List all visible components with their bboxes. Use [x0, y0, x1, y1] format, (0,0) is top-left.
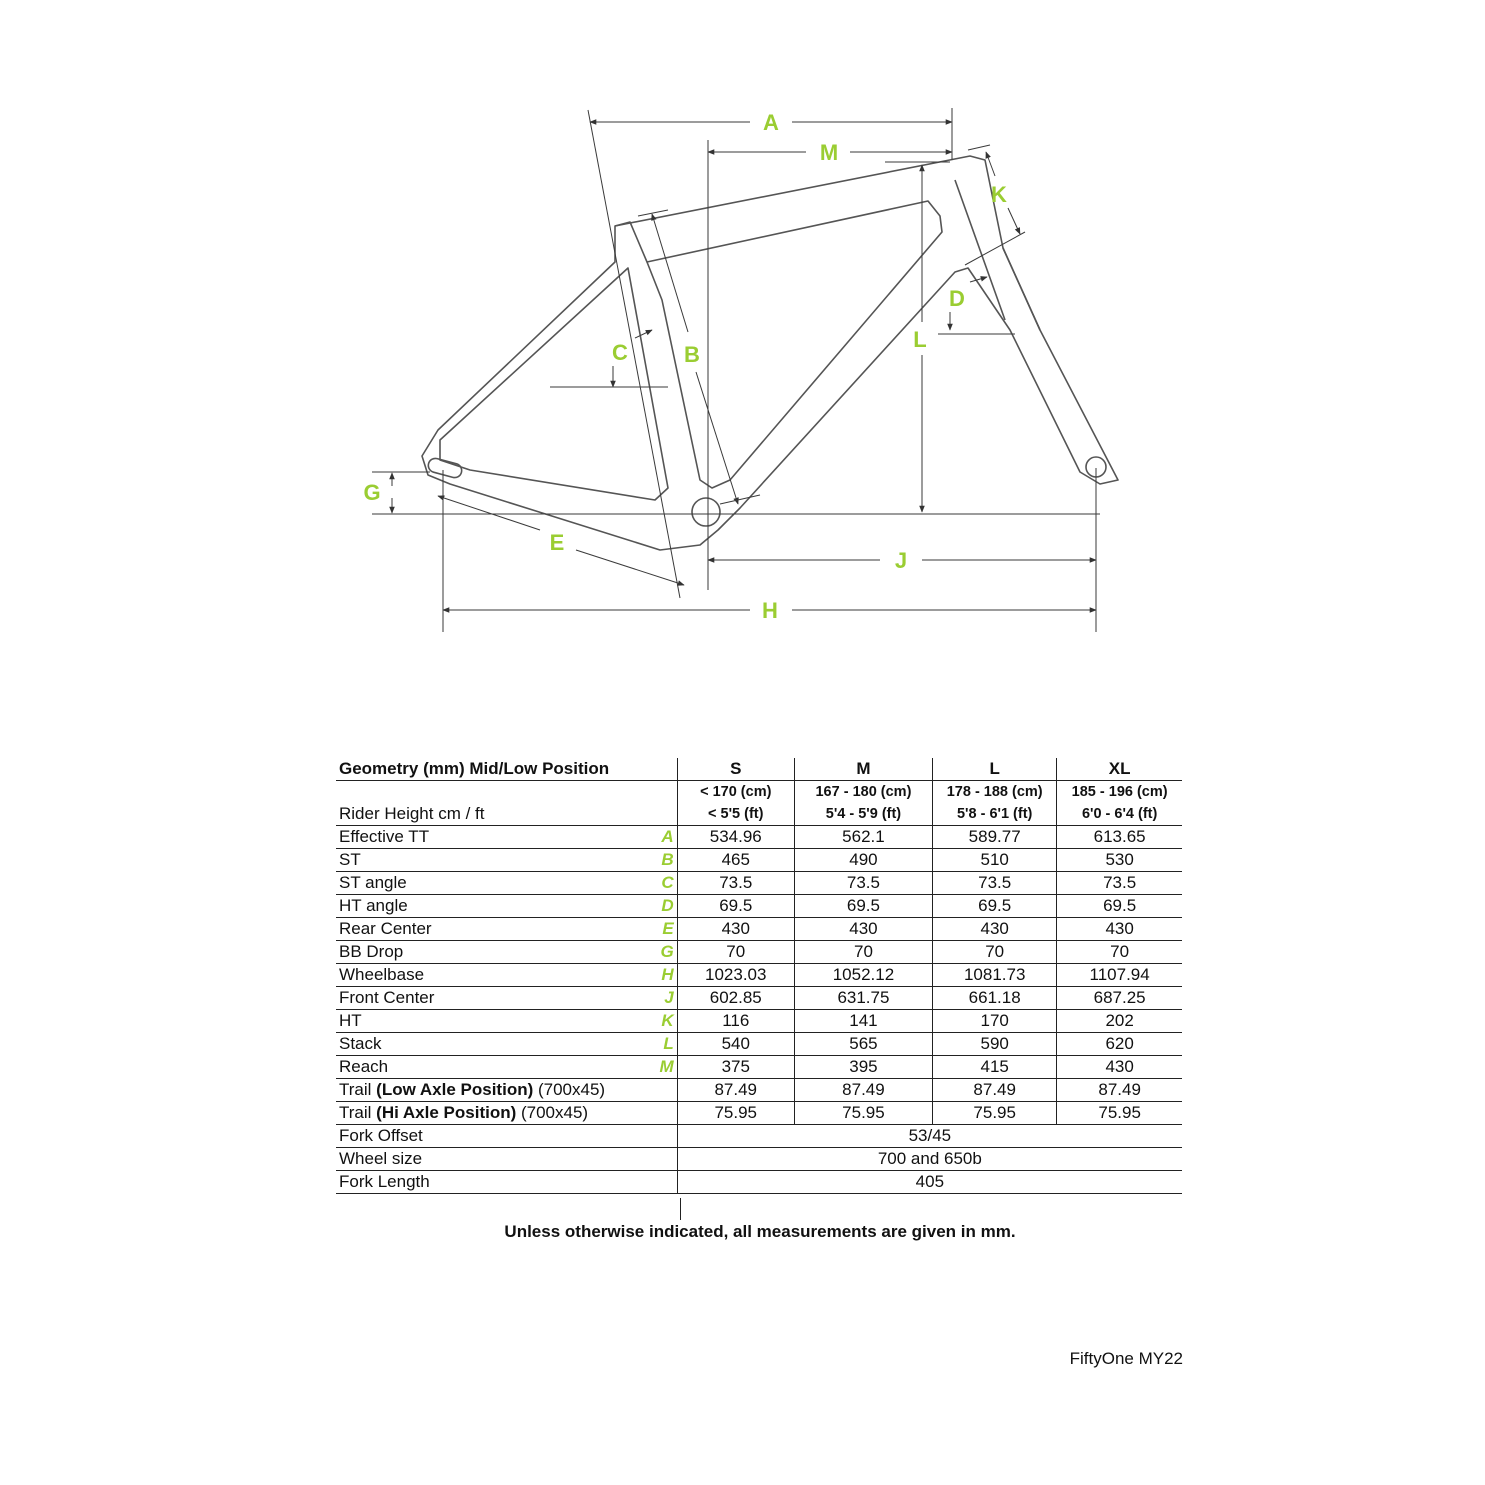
row-letter: H	[651, 964, 677, 987]
table-title: Geometry (mm) Mid/Low Position	[336, 758, 677, 781]
row-name: Stack	[336, 1033, 651, 1056]
row-value: 87.49	[933, 1079, 1057, 1102]
row-value: 395	[794, 1056, 932, 1079]
row-value: 73.5	[933, 872, 1057, 895]
row-value: 87.49	[794, 1079, 932, 1102]
row-value: 73.5	[1057, 872, 1182, 895]
dim-label-k: K	[991, 182, 1007, 207]
row-value: 510	[933, 849, 1057, 872]
dim-label-e: E	[549, 530, 565, 555]
row-value: 415	[933, 1056, 1057, 1079]
table-row	[336, 987, 1182, 1010]
row-value: 202	[1057, 1010, 1182, 1033]
row-name: ST angle	[336, 872, 651, 895]
table-row	[336, 826, 1182, 849]
table-header-row	[336, 758, 1182, 781]
row-value: 1081.73	[933, 964, 1057, 987]
row-value: 620	[1057, 1033, 1182, 1056]
shared-value: 700 and 650b	[677, 1148, 1182, 1171]
bike-frame	[422, 156, 1118, 550]
table-row	[336, 1010, 1182, 1033]
table-row	[336, 941, 1182, 964]
row-value: 1023.03	[677, 964, 794, 987]
row-value: 430	[933, 918, 1057, 941]
geometry-table	[336, 758, 1182, 1194]
row-value: 430	[1057, 918, 1182, 941]
table-row	[336, 1033, 1182, 1056]
row-value: 73.5	[677, 872, 794, 895]
row-value: 70	[794, 941, 932, 964]
row-value: 465	[677, 849, 794, 872]
rider-height-xl: 185 - 196 (cm) 6'0 - 6'4 (ft)	[1057, 781, 1182, 826]
row-letter: A	[651, 826, 677, 849]
row-value: 73.5	[794, 872, 932, 895]
row-letter: D	[651, 895, 677, 918]
trail-row-name	[336, 1102, 677, 1125]
row-value: 69.5	[1057, 895, 1182, 918]
row-value: 613.65	[1057, 826, 1182, 849]
row-name: BB Drop	[336, 941, 651, 964]
row-value: 590	[933, 1033, 1057, 1056]
row-letter: C	[651, 872, 677, 895]
size-header-m: M	[794, 758, 932, 781]
row-letter: J	[651, 987, 677, 1010]
row-value: 87.49	[1057, 1079, 1182, 1102]
row-value: 170	[933, 1010, 1057, 1033]
row-letter: K	[651, 1010, 677, 1033]
rider-height-s: < 170 (cm) < 5'5 (ft)	[677, 781, 794, 826]
row-value: 1107.94	[1057, 964, 1182, 987]
row-value: 75.95	[1057, 1102, 1182, 1125]
trail-prefix: Trail	[339, 1103, 377, 1122]
row-name: Effective TT	[336, 826, 651, 849]
row-value: 530	[1057, 849, 1182, 872]
row-value: 87.49	[677, 1079, 794, 1102]
row-value: 562.1	[794, 826, 932, 849]
table-row	[336, 964, 1182, 987]
rider-height-l: 178 - 188 (cm) 5'8 - 6'1 (ft)	[933, 781, 1057, 826]
dim-label-g: G	[363, 480, 381, 505]
row-name: Fork Offset	[336, 1125, 677, 1148]
row-name: Front Center	[336, 987, 651, 1010]
trail-prefix: Trail	[339, 1080, 377, 1099]
trail-position: (Hi Axle Position)	[376, 1103, 517, 1122]
row-value: 75.95	[677, 1102, 794, 1125]
row-value: 589.77	[933, 826, 1057, 849]
trail-row	[336, 1079, 1182, 1102]
row-value: 116	[677, 1010, 794, 1033]
frame-geometry-diagram	[0, 0, 1485, 680]
dim-label-d: D	[949, 286, 965, 311]
row-value: 430	[677, 918, 794, 941]
table-row	[336, 918, 1182, 941]
row-value: 69.5	[933, 895, 1057, 918]
row-value: 687.25	[1057, 987, 1182, 1010]
shared-row	[336, 1171, 1182, 1194]
dim-label-c: C	[612, 340, 628, 365]
row-value: 602.85	[677, 987, 794, 1010]
shared-value: 53/45	[677, 1125, 1182, 1148]
row-name: Wheel size	[336, 1148, 677, 1171]
row-name: ST	[336, 849, 651, 872]
row-name: HT angle	[336, 895, 651, 918]
row-value: 430	[1057, 1056, 1182, 1079]
table-row	[336, 849, 1182, 872]
rider-height-m: 167 - 180 (cm) 5'4 - 5'9 (ft)	[794, 781, 932, 826]
row-name: HT	[336, 1010, 651, 1033]
row-value: 540	[677, 1033, 794, 1056]
trail-position: (Low Axle Position)	[376, 1080, 534, 1099]
row-value: 490	[794, 849, 932, 872]
dim-label-h: H	[762, 598, 778, 623]
row-name: Fork Length	[336, 1171, 677, 1194]
row-value: 430	[794, 918, 932, 941]
rider-height-row	[336, 781, 1182, 826]
measurement-footnote: Unless otherwise indicated, all measurements are given in mm.	[504, 1222, 1016, 1241]
trail-suffix: (700x45)	[516, 1103, 589, 1122]
table-divider-stub	[680, 1198, 681, 1220]
size-header-s: S	[677, 758, 794, 781]
dim-label-m: M	[819, 140, 839, 165]
shared-row	[336, 1148, 1182, 1171]
row-name: Rear Center	[336, 918, 651, 941]
table-row	[336, 872, 1182, 895]
row-value: 69.5	[677, 895, 794, 918]
row-value: 565	[794, 1033, 932, 1056]
row-letter: B	[651, 849, 677, 872]
trail-suffix: (700x45)	[533, 1080, 606, 1099]
row-value: 70	[677, 941, 794, 964]
row-letter: M	[651, 1056, 677, 1079]
row-letter: G	[651, 941, 677, 964]
trail-row-name	[336, 1079, 677, 1102]
dim-label-b: B	[684, 342, 700, 367]
row-value: 534.96	[677, 826, 794, 849]
row-value: 375	[677, 1056, 794, 1079]
row-name: Reach	[336, 1056, 651, 1079]
shared-row	[336, 1125, 1182, 1148]
size-header-xl: XL	[1057, 758, 1182, 781]
table-row	[336, 1056, 1182, 1079]
row-letter: E	[651, 918, 677, 941]
row-value: 75.95	[933, 1102, 1057, 1125]
trail-row	[336, 1102, 1182, 1125]
row-value: 69.5	[794, 895, 932, 918]
row-value: 141	[794, 1010, 932, 1033]
row-name: Wheelbase	[336, 964, 651, 987]
row-letter: L	[651, 1033, 677, 1056]
table-row	[336, 895, 1182, 918]
row-value: 70	[1057, 941, 1182, 964]
row-value: 661.18	[933, 987, 1057, 1010]
dim-label-j: J	[894, 548, 908, 573]
size-header-l: L	[933, 758, 1057, 781]
shared-value: 405	[677, 1171, 1182, 1194]
model-label: FiftyOne MY22	[1069, 1349, 1183, 1368]
row-value: 70	[933, 941, 1057, 964]
row-value: 75.95	[794, 1102, 932, 1125]
row-value: 631.75	[794, 987, 932, 1010]
dim-label-a: A	[763, 110, 779, 135]
row-value: 1052.12	[794, 964, 932, 987]
dim-label-l: L	[913, 327, 927, 352]
rider-height-label: Rider Height cm / ft	[336, 781, 677, 826]
